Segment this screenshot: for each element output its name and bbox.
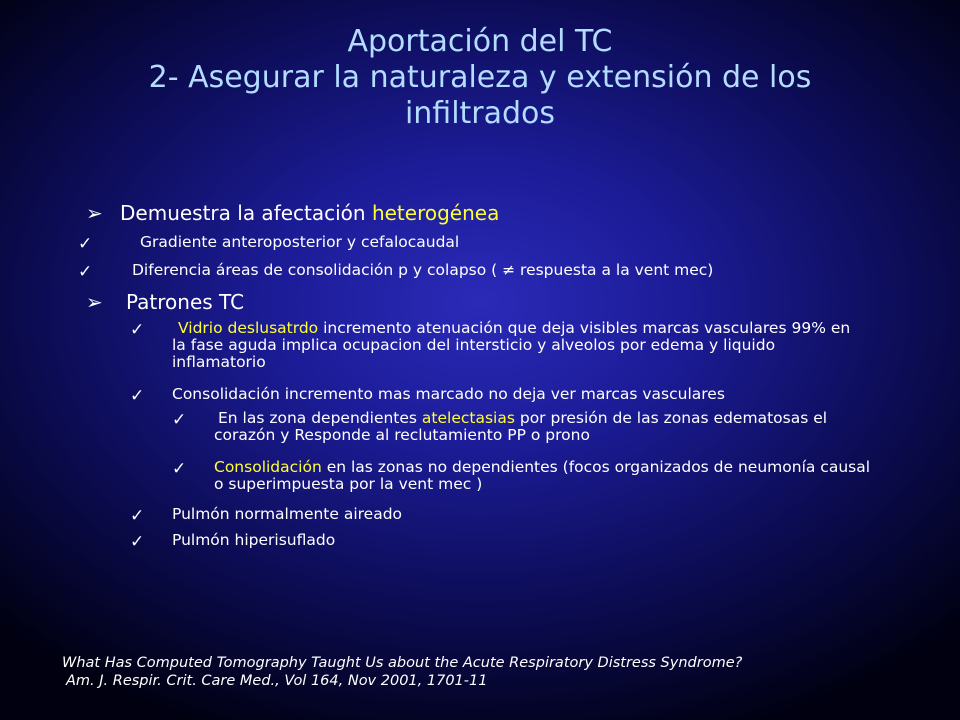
sub-pattern-consolidation <box>172 459 892 493</box>
sub-bullet-difference <box>78 262 908 282</box>
bullet-text: Patrones TC <box>126 290 245 314</box>
pattern-description: incremento atenuación que deja visibles marcas vasculares 99% en la fase aguda implica ocupacion del intersticio y alveolos por edema y liquido inflamatorio <box>172 319 851 371</box>
arrow-bullet-icon: ➢ <box>86 290 103 314</box>
citation-title: What Has Computed Tomography Taught Us about the Acute Respiratory Distress Syndrome? <box>62 655 743 671</box>
pattern-consolidation <box>130 386 890 406</box>
sub-bullet-text: Diferencia áreas de consolidación p y colapso ( ≠ respuesta a la vent mec) <box>132 261 714 279</box>
check-icon: ✓ <box>130 386 145 406</box>
check-icon: ✓ <box>130 506 145 526</box>
sub-bullet-gradient <box>78 234 898 254</box>
highlight-vidrio: Vidrio deslusatrdo <box>178 319 319 337</box>
sub-pattern-text <box>214 410 874 444</box>
pattern-text: Pulmón normalmente aireado <box>172 505 403 523</box>
pattern-text <box>172 320 862 371</box>
arrow-bullet-icon: ➢ <box>86 201 103 225</box>
highlight-atelectasias: atelectasias <box>421 409 515 427</box>
title-line-2: 2- Asegurar la naturaleza y extensión de los <box>148 60 812 95</box>
pattern-hyperinflated-lung <box>130 532 870 552</box>
pattern-ground-glass <box>130 320 870 371</box>
bullet-patterns <box>86 290 916 314</box>
sub-pattern-description: en las zonas no dependientes (focos organizados de neumonía causal o superimpuesta por la vent mec ) <box>214 458 871 493</box>
sub-pattern-atelectasis <box>172 410 892 444</box>
bullet-heterogeneous <box>86 201 916 225</box>
highlight-heterogenea: heterogénea <box>371 201 500 225</box>
pattern-text: Consolidación incremento mas marcado no deja ver marcas vasculares <box>172 385 725 403</box>
sub-pattern-description: por presión de las zonas edematosas el corazón y Responde al reclutamiento PP o prono <box>214 409 828 444</box>
citation-source: Am. J. Respir. Crit. Care Med., Vol 164, Nov 2001, 1701-11 <box>66 673 488 689</box>
sub-bullet-text: Gradiente anteroposterior y cefalocaudal <box>140 233 460 251</box>
sub-pattern-text <box>214 459 874 493</box>
check-icon: ✓ <box>78 262 93 282</box>
sub-pattern-prefix: En las zona dependientes <box>218 409 422 427</box>
check-icon: ✓ <box>130 320 145 340</box>
pattern-text: Pulmón hiperisuflado <box>172 531 336 549</box>
check-icon: ✓ <box>130 532 145 552</box>
title-line-3: infiltrados <box>404 96 556 131</box>
bullet-text <box>112 201 499 225</box>
check-icon: ✓ <box>78 234 93 254</box>
title-line-1: Aportación del TC <box>347 24 613 59</box>
citation <box>62 654 742 690</box>
check-icon: ✓ <box>172 410 187 430</box>
bullet-text-prefix: Demuestra la afectación <box>120 201 372 225</box>
pattern-normal-lung <box>130 506 870 526</box>
check-icon: ✓ <box>172 459 187 479</box>
highlight-consolidacion: Consolidación <box>214 458 322 476</box>
